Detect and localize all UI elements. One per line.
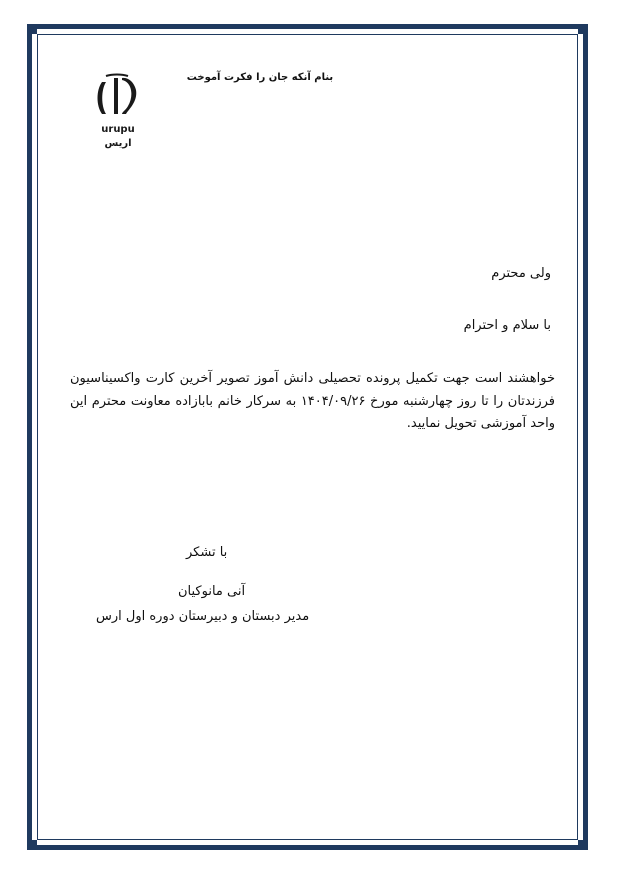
school-logo <box>92 72 144 152</box>
page-border-inner <box>37 34 578 840</box>
letter-body: خواهشند است جهت تکمیل پرونده تحصیلی دانش آموز تصویر آخرین کارت واکسیناسیون فرزندتان را تا روز چهارشنبه مورخ ۱۴۰۴/۰۹/۲۶ به سرکار خانم بابازاده معاونت محترم این واحد آموزشی تحویل نمایید. <box>70 371 556 431</box>
salutation: با سلام و احترام <box>463 318 551 333</box>
logo-persian-text: اریس <box>104 138 132 149</box>
signer-title: مدیر دبستان و دبیرستان دوره اول ارس <box>96 609 310 624</box>
border-corner <box>578 24 588 34</box>
border-corner <box>27 840 37 850</box>
border-corner <box>578 840 588 850</box>
closing: با تشکر <box>186 545 228 560</box>
school-logo-icon <box>92 72 144 152</box>
logo-latin-text: urupu <box>101 124 135 135</box>
signer-name: آنی مانوکیان <box>178 584 246 599</box>
invocation-heading: بنام آنکه جان را فکرت آموخت <box>186 72 334 83</box>
greeting: ولی محترم <box>491 266 551 281</box>
border-corner <box>27 24 37 34</box>
